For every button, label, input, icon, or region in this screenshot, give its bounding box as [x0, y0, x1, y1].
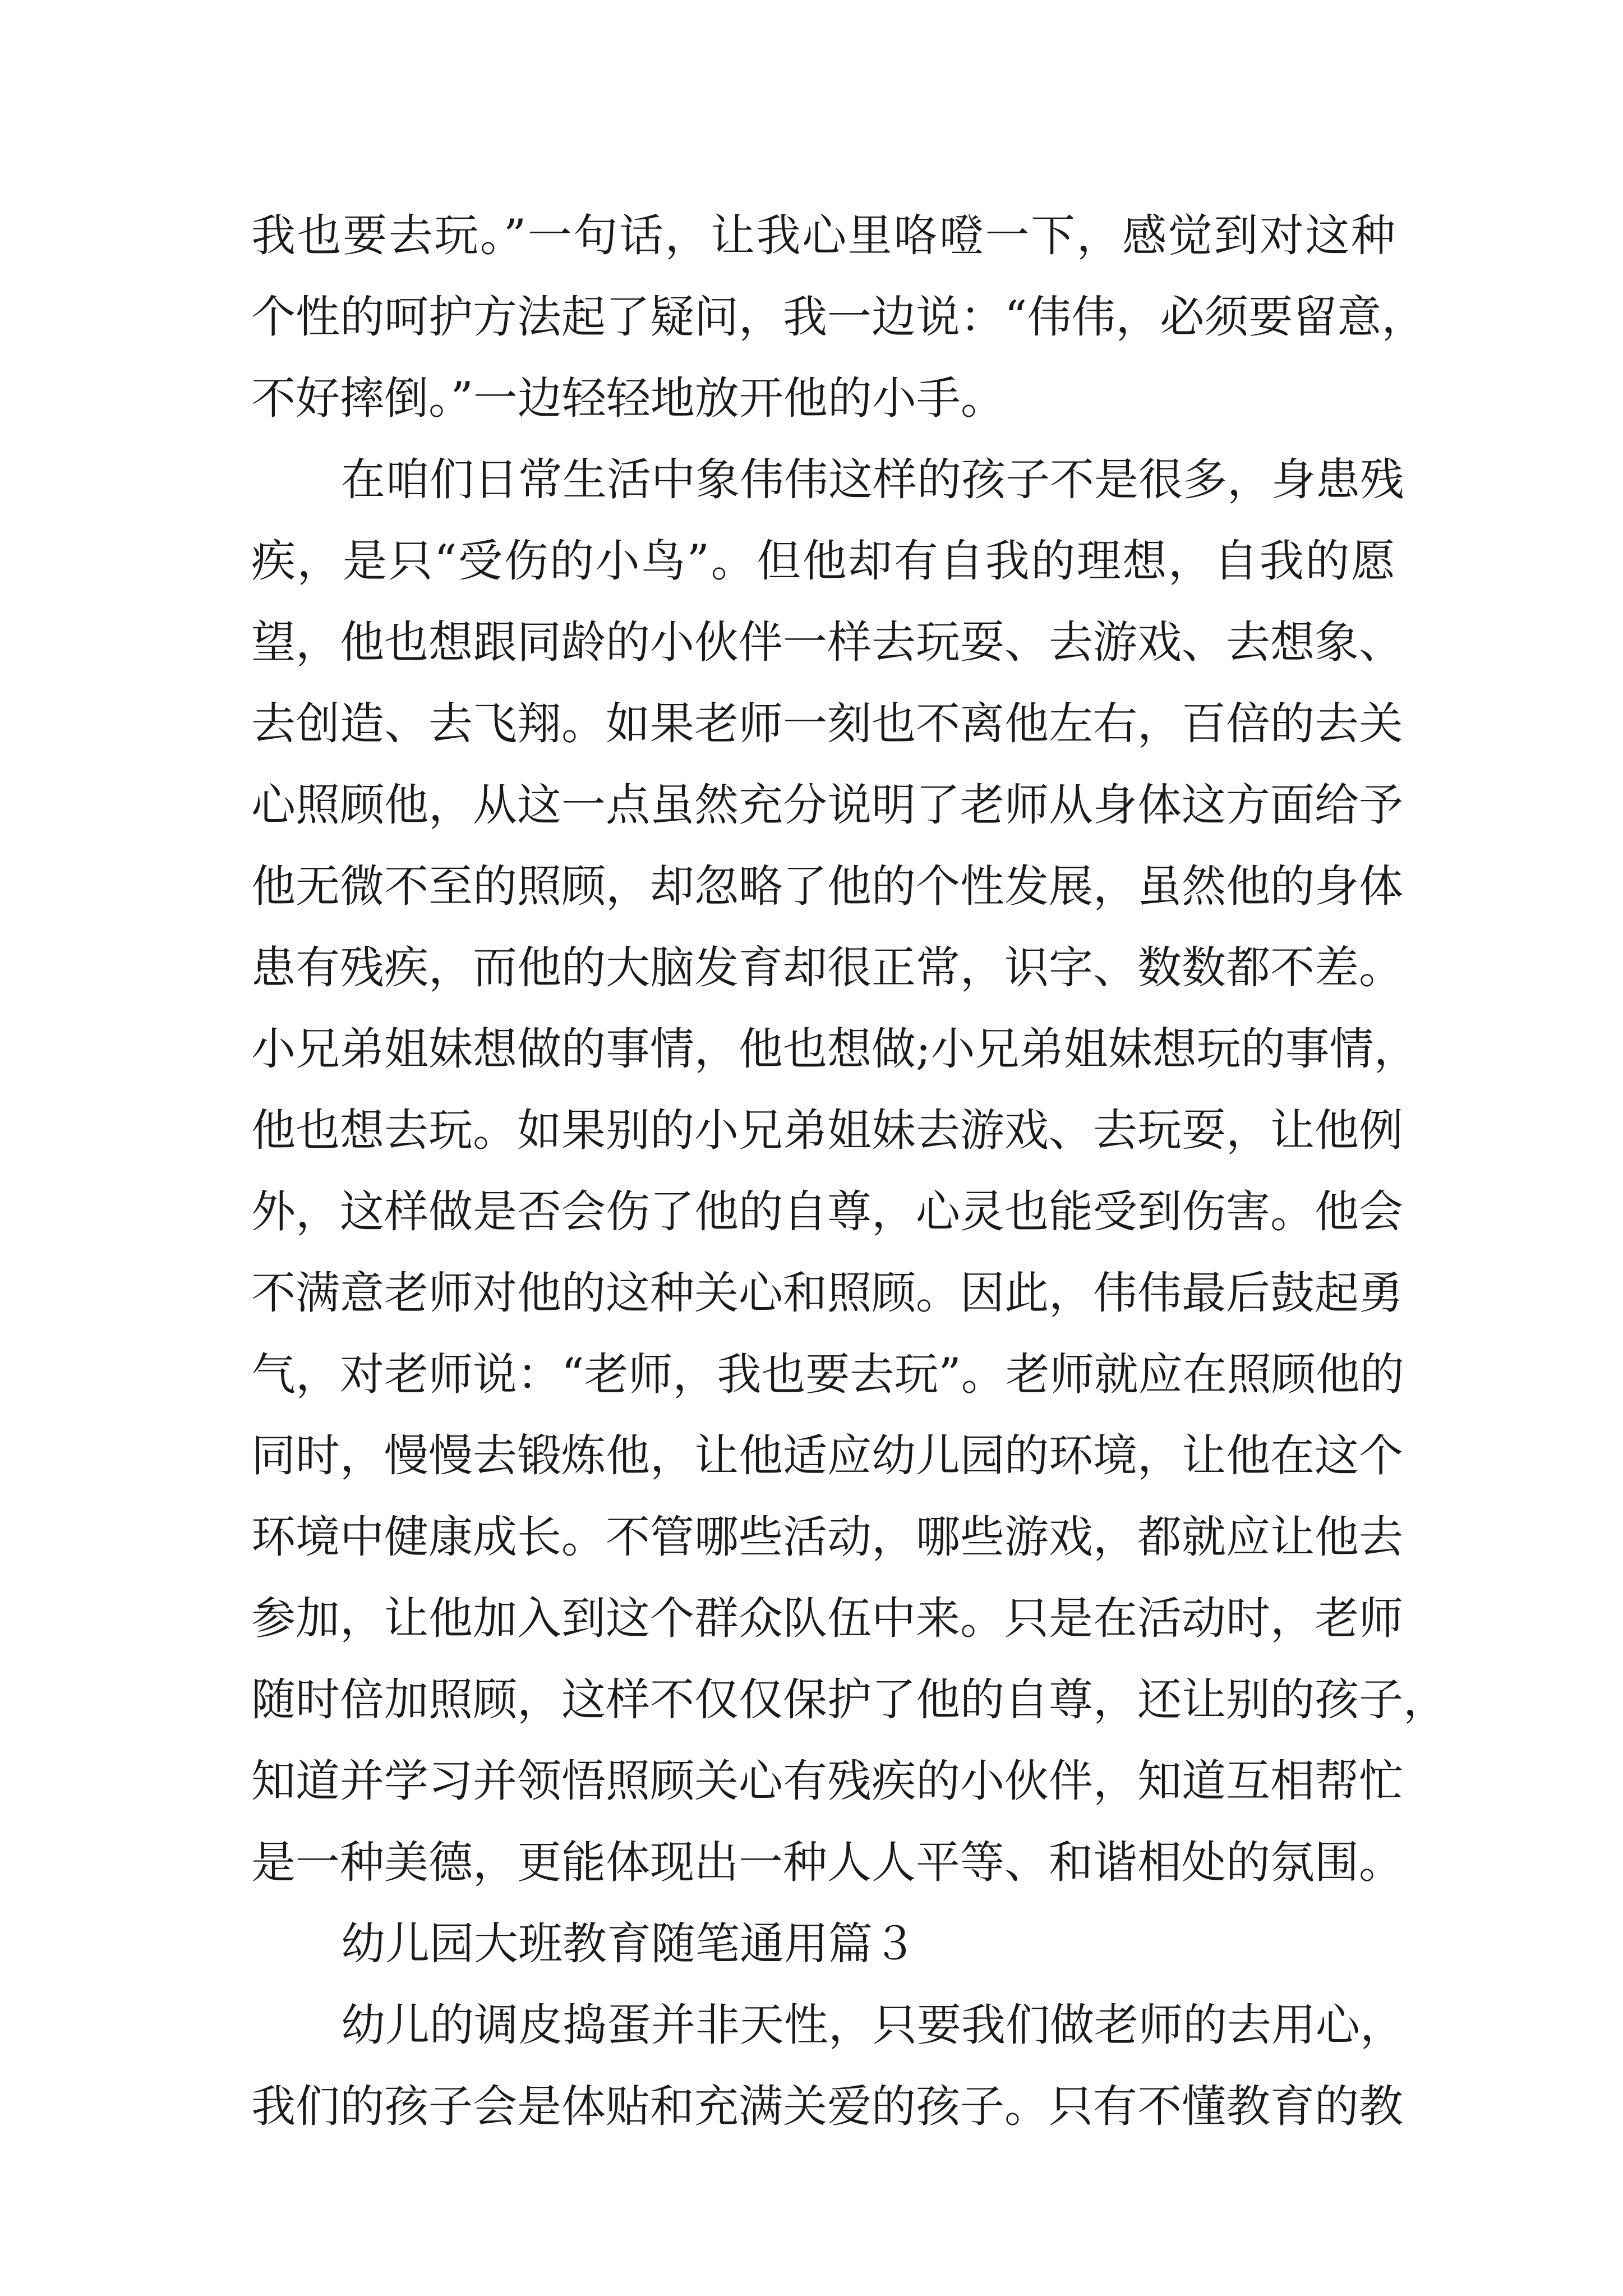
text-line: 参加，让他加入到这个群众队伍中来。只是在活动时，老师: [251, 1593, 1403, 1644]
text-line: 气，对老师说：“老师，我也要去玩”。老师就应在照顾他的: [251, 1349, 1404, 1400]
text-line: 环境中健康成长。不管哪些活动，哪些游戏，都就应让他去: [251, 1511, 1403, 1563]
text-line: 小兄弟姐妹想做的事情，他也想做;小兄弟姐妹想玩的事情，: [251, 1023, 1418, 1075]
text-line: 他无微不至的照顾，却忽略了他的个性发展，虽然他的身体: [251, 861, 1403, 912]
text-line: 随时倍加照顾，这样不仅仅保护了他的自尊，还让别的孩子，: [251, 1674, 1447, 1726]
section-heading: 幼儿园大班教育随笔通用篇３: [341, 1918, 917, 1970]
text-line: 不好摔倒。”一边轻轻地放开他的小手。: [251, 372, 1005, 424]
text-line: 我们的孩子会是体贴和充满关爱的孩子。只有不懂教育的教: [251, 2081, 1403, 2132]
text-line: 个性的呵护方法起了疑问，我一边说：“伟伟，必须要留意，: [251, 291, 1426, 343]
text-line: 知道并学习并领悟照顾关心有残疾的小伙伴，知道互相帮忙: [251, 1755, 1403, 1807]
text-line: 在咱们日常生活中象伟伟这样的孩子不是很多，身患残: [341, 454, 1404, 505]
text-line: 心照顾他，从这一点虽然充分说明了老师从身体这方面给予: [251, 779, 1403, 831]
text-line: 望，他也想跟同龄的小伙伴一样去玩耍、去游戏、去想象、: [251, 616, 1403, 668]
text-line: 幼儿的调皮捣蛋并非天性，只要我们做老师的去用心，: [341, 1999, 1404, 2051]
text-line: 不满意老师对他的这种关心和照顾。因此，伟伟最后鼓起勇: [251, 1267, 1403, 1319]
text-line: 疾，是只“受伤的小鸟”。但他却有自我的理想，自我的愿: [251, 535, 1395, 587]
document-body: [251, 195, 1447, 2147]
text-line: 去创造、去飞翔。如果老师一刻也不离他左右，百倍的去关: [251, 698, 1403, 749]
text-line: 我也要去玩。”一句话，让我心里咯噔一下，感觉到对这种: [251, 210, 1395, 261]
text-line: 外，这样做是否会伤了他的自尊，心灵也能受到伤害。他会: [251, 1186, 1403, 1237]
text-line: 他也想去玩。如果别的小兄弟姐妹去游戏、去玩耍，让他例: [251, 1105, 1403, 1156]
text-line: 患有残疾，而他的大脑发育却很正常，识字、数数都不差。: [251, 942, 1403, 993]
text-line: 同时，慢慢去锻炼他，让他适应幼儿园的环境，让他在这个: [251, 1430, 1403, 1481]
text-line: 是一种美德，更能体现出一种人人平等、和谐相处的氛围。: [251, 1837, 1403, 1888]
